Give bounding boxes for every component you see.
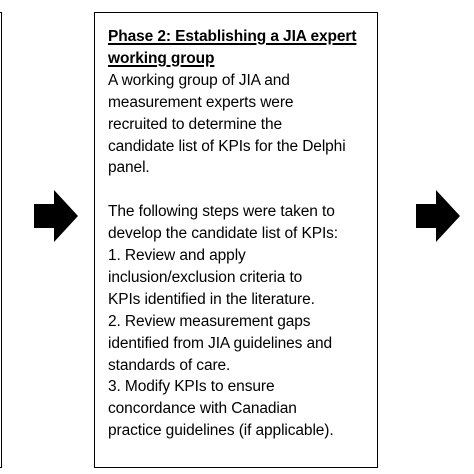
steps-line: 1. Review and apply [108,247,246,265]
steps-line: standards of care. [108,356,231,374]
phase-2-intro [108,70,369,180]
right-arrow-icon [34,190,78,242]
steps-line: The following steps were taken to [108,203,335,221]
steps-line: 3. Modify KPIs to ensure [108,378,275,396]
right-arrow-icon [416,190,460,242]
steps-line: develop the candidate list of KPIs: [108,225,339,243]
intro-line: recruited to determine the [108,115,283,133]
steps-line: KPIs identified in the literature. [108,290,315,308]
phase-2-title-line: working group [108,49,215,67]
phase-2-steps [108,201,369,442]
paragraph-spacer [108,179,369,201]
intro-line: measurement experts were [108,93,294,111]
steps-line: concordance with Canadian [108,400,297,418]
steps-line: inclusion/exclusion criteria to [108,268,303,286]
intro-line: candidate list of KPIs for the Delphi [108,137,346,155]
steps-line: 2. Review measurement gaps [108,312,311,330]
phase-2-title [108,26,369,70]
phase-2-box [94,12,378,468]
steps-line: practice guidelines (if applicable). [108,422,334,440]
intro-line: panel. [108,159,150,177]
previous-phase-box [0,12,2,468]
phase-2-title-line: Phase 2: Establishing a JIA expert [108,28,357,45]
intro-line: A working group of JIA and [108,71,290,89]
steps-line: identified from JIA guidelines and [108,334,333,352]
